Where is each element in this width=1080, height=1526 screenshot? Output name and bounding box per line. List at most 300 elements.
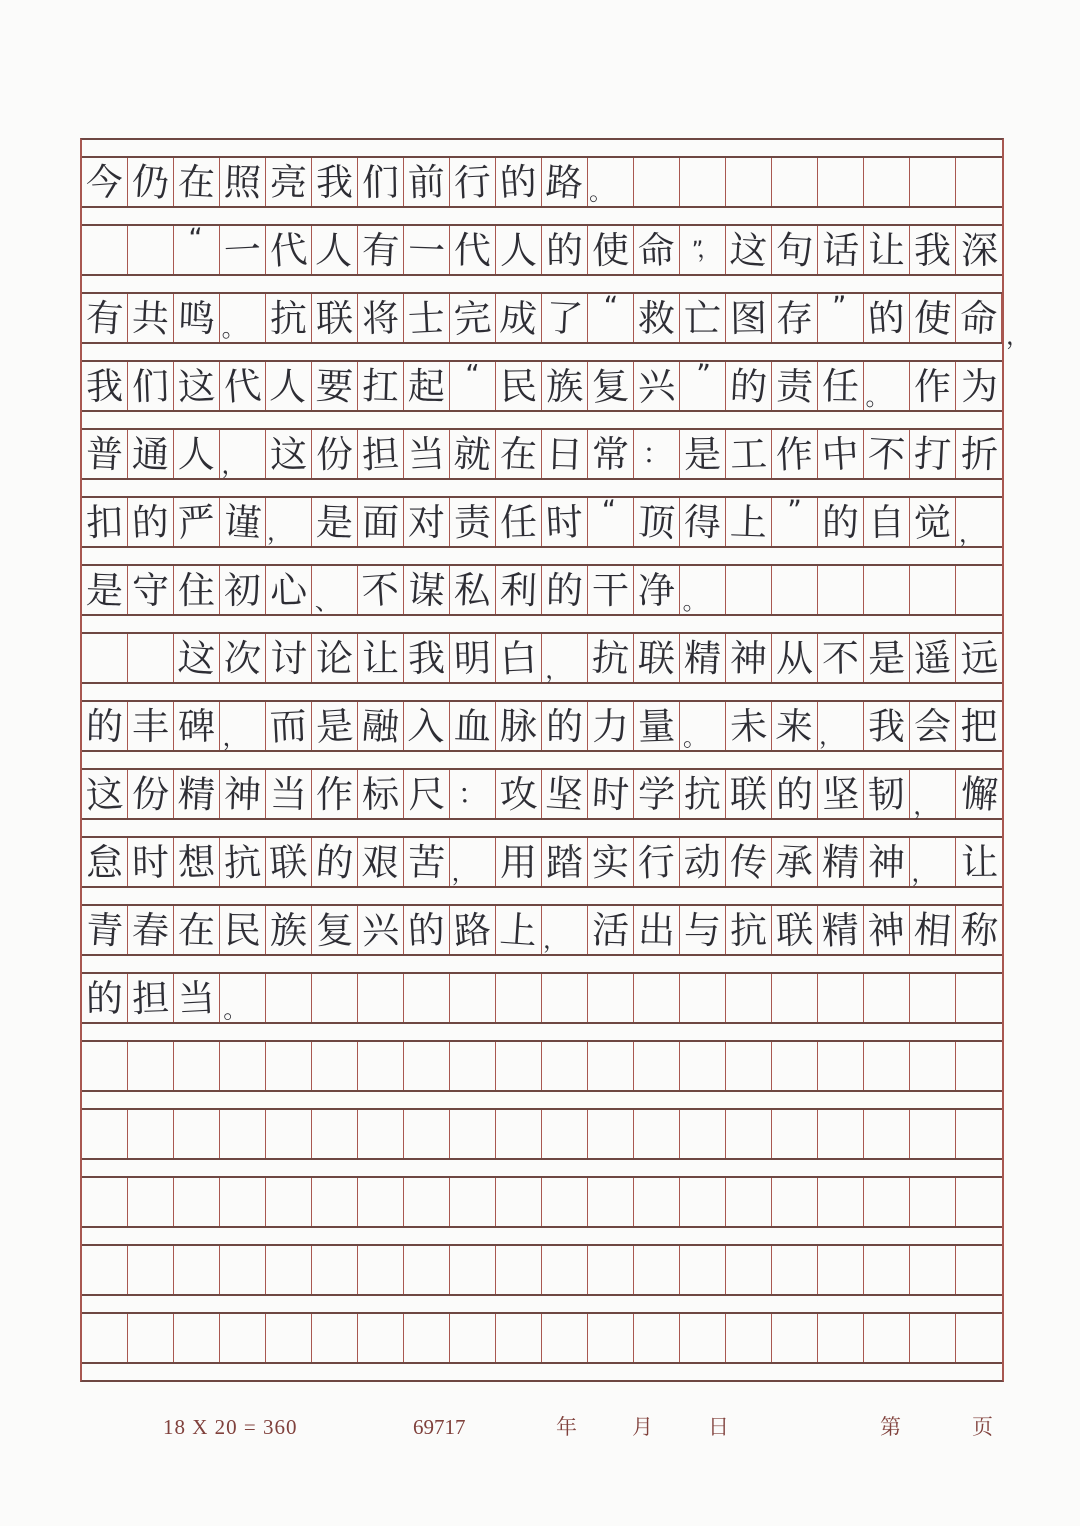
char-cell	[864, 362, 910, 410]
row-spacer	[82, 888, 1002, 904]
char-cell	[128, 1246, 174, 1294]
char-cell	[128, 1110, 174, 1158]
char-cell	[358, 634, 404, 682]
handwritten-char: “	[465, 358, 480, 391]
handwritten-char: 精	[683, 635, 722, 681]
day-field-label: 日	[708, 1415, 729, 1439]
handwritten-char: 我	[85, 364, 124, 408]
char-cell	[404, 634, 450, 682]
handwritten-char: ：	[642, 437, 671, 470]
row-spacer	[82, 140, 1002, 156]
char-cell	[450, 1042, 496, 1090]
char-cell	[220, 1110, 266, 1158]
char-cell	[220, 1314, 266, 1362]
handwritten-char: 工	[729, 431, 768, 477]
char-cell	[312, 770, 358, 818]
char-cell	[634, 1110, 680, 1158]
char-cell	[312, 1110, 358, 1158]
handwritten-char: ，	[221, 722, 247, 752]
row-spacer	[82, 208, 1002, 224]
char-cell	[910, 1246, 956, 1294]
char-cell	[312, 838, 358, 886]
char-cell	[82, 1178, 128, 1226]
handwritten-char: 我	[407, 636, 446, 680]
char-cell	[82, 158, 128, 206]
char-cell	[404, 702, 450, 750]
handwritten-char: 抗	[270, 296, 307, 340]
handwritten-char: 把	[960, 704, 998, 748]
handwritten-char: 的	[85, 704, 124, 748]
char-cell	[956, 1110, 1002, 1158]
char-cell	[726, 906, 772, 954]
handwritten-char: 的	[866, 295, 907, 341]
month-field-label: 月	[632, 1415, 653, 1439]
char-cell	[220, 226, 266, 274]
char-cell	[956, 906, 1002, 954]
char-cell	[772, 1110, 818, 1158]
char-cell	[772, 1042, 818, 1090]
char-cell	[818, 1042, 864, 1090]
row-spacer	[82, 344, 1002, 360]
char-cell	[358, 770, 404, 818]
row-spacer	[82, 956, 1002, 972]
char-cell	[772, 838, 818, 886]
char-cell	[358, 906, 404, 954]
handwritten-char: 路	[452, 907, 493, 953]
char-cell	[864, 838, 910, 886]
handwritten-char: 今	[84, 159, 125, 205]
handwritten-char: 抗	[683, 772, 722, 816]
handwritten-char: ”	[694, 357, 712, 392]
handwritten-char: 当	[176, 975, 217, 1021]
char-cell	[864, 1042, 910, 1090]
char-cell	[358, 498, 404, 546]
handwritten-char: 丰	[132, 704, 169, 748]
char-cell	[772, 906, 818, 954]
char-cell	[680, 838, 726, 886]
char-cell	[128, 1314, 174, 1362]
char-cell	[358, 566, 404, 614]
char-cell	[864, 974, 910, 1022]
char-cell	[818, 430, 864, 478]
char-cell	[358, 1042, 404, 1090]
char-cell	[588, 634, 634, 682]
handwritten-char: 族	[545, 363, 584, 409]
char-cell	[82, 1246, 128, 1294]
char-cell	[450, 358, 496, 410]
char-cell	[864, 1246, 910, 1294]
row-spacer	[82, 1228, 1002, 1244]
handwritten-char: 神	[866, 907, 907, 953]
char-cell	[266, 1042, 312, 1090]
handwritten-char: 责	[775, 363, 814, 409]
handwritten-char: 兴	[361, 907, 400, 953]
char-cell	[220, 294, 266, 342]
char-cell	[680, 357, 726, 410]
handwritten-char: 扛	[361, 363, 400, 409]
char-cell	[496, 974, 542, 1022]
char-cell	[542, 974, 588, 1022]
char-cell	[542, 362, 588, 410]
char-cell	[174, 906, 220, 954]
handwritten-char: 。	[588, 177, 614, 208]
char-cell	[634, 702, 680, 750]
char-cell	[358, 294, 404, 342]
char-cell	[82, 838, 128, 886]
char-cell	[404, 906, 450, 954]
handwritten-char: 、	[313, 586, 339, 617]
char-cell	[450, 702, 496, 750]
char-cell	[956, 1314, 1002, 1362]
char-cell	[588, 838, 634, 886]
handwritten-char: 抗	[222, 839, 263, 885]
handwritten-char: 共	[130, 295, 171, 341]
char-cell	[496, 566, 542, 614]
handwritten-char: 的	[406, 907, 447, 953]
char-cell	[82, 430, 128, 478]
char-cell	[404, 566, 450, 614]
year-field-label: 年	[556, 1415, 577, 1439]
handwritten-char: 是	[85, 567, 124, 613]
char-cell	[772, 634, 818, 682]
handwritten-char: 尺	[407, 771, 446, 817]
char-cell	[358, 362, 404, 410]
char-cell	[542, 294, 588, 342]
char-cell	[864, 1110, 910, 1158]
char-cell	[450, 1314, 496, 1362]
handwritten-char: 鸣	[177, 295, 216, 341]
char-cell	[266, 1246, 312, 1294]
char-cell	[634, 566, 680, 614]
char-cell	[864, 226, 910, 274]
char-cell	[266, 906, 312, 954]
handwritten-char: 觉	[913, 499, 952, 545]
char-cell	[910, 1042, 956, 1090]
handwritten-char: 一	[407, 227, 446, 273]
row-spacer	[82, 1160, 1002, 1176]
char-cell	[680, 158, 726, 206]
char-cell	[312, 702, 358, 750]
char-cell	[220, 906, 266, 954]
char-cell	[680, 634, 726, 682]
char-cell	[404, 1246, 450, 1294]
handwritten-char: 命	[636, 227, 677, 273]
char-cell	[864, 566, 910, 614]
char-cell	[220, 974, 266, 1025]
handwritten-char: 这	[269, 432, 308, 476]
char-cell	[910, 226, 956, 274]
handwritten-char: 的	[822, 500, 859, 544]
handwritten-char: ”	[831, 289, 849, 324]
handwritten-char: 上	[729, 499, 768, 545]
handwritten-char: 心	[269, 567, 308, 613]
char-cell	[634, 906, 680, 954]
handwritten-char: 干	[592, 568, 629, 612]
char-cell	[312, 906, 358, 954]
char-cell	[818, 158, 864, 206]
char-cell	[404, 226, 450, 274]
handwritten-char: 私	[452, 567, 493, 613]
char-cell	[818, 634, 864, 682]
char-cell	[634, 498, 680, 546]
char-cell	[266, 498, 312, 546]
char-cell	[588, 702, 634, 750]
char-cell	[312, 362, 358, 410]
char-cell	[128, 1042, 174, 1090]
handwritten-char: 折	[959, 431, 999, 477]
handwritten-char: 未	[728, 703, 769, 749]
row-spacer	[82, 480, 1002, 496]
char-cell	[450, 838, 496, 886]
handwritten-char: 完	[452, 295, 493, 341]
char-cell	[312, 226, 358, 274]
handwritten-char: 就	[452, 431, 493, 477]
handwritten-char: 春	[130, 907, 171, 953]
char-cell	[174, 1042, 220, 1090]
char-cell	[128, 566, 174, 614]
handwritten-char: 在	[176, 159, 217, 205]
handwritten-char: 。	[681, 722, 707, 753]
handwritten-char: 人	[314, 227, 355, 273]
char-cell	[680, 566, 726, 614]
char-cell	[128, 226, 174, 274]
char-cell	[404, 838, 450, 886]
handwritten-char: 融	[360, 703, 401, 749]
handwritten-char: 上	[498, 907, 539, 953]
handwritten-char: 对	[408, 500, 445, 544]
char-cell	[82, 974, 128, 1022]
char-cell	[266, 158, 312, 206]
handwritten-char: 担	[360, 431, 401, 477]
handwritten-char: 联	[775, 907, 814, 953]
char-cell	[404, 430, 450, 478]
page-number-prefix: 第	[880, 1415, 901, 1439]
handwritten-char: 精	[176, 771, 217, 817]
char-cell	[818, 226, 864, 274]
handwritten-char: 份	[130, 771, 171, 817]
handwritten-char: ，	[911, 790, 938, 821]
char-cell	[680, 430, 726, 478]
char-cell	[496, 498, 542, 546]
char-cell	[266, 362, 312, 410]
char-cell	[496, 362, 542, 410]
handwritten-char: 士	[406, 295, 447, 341]
char-cell	[680, 1178, 726, 1226]
handwritten-char: 碑	[177, 704, 216, 748]
char-cell	[772, 566, 818, 614]
char-cell	[496, 702, 542, 750]
char-cell	[818, 289, 864, 342]
char-cell	[542, 838, 588, 886]
char-cell	[82, 634, 128, 682]
handwritten-char: 任	[821, 364, 860, 408]
handwritten-char: “	[603, 289, 619, 324]
grid-row	[82, 904, 1002, 956]
handwritten-char: 讨	[269, 635, 308, 681]
char-cell	[266, 1314, 312, 1362]
char-cell	[358, 226, 404, 274]
handwritten-char: 深	[960, 228, 998, 272]
char-cell	[496, 770, 542, 818]
char-cell	[542, 498, 588, 546]
handwritten-char: 扣	[85, 499, 124, 545]
handwritten-char: 来	[774, 703, 815, 749]
char-cell	[174, 1246, 220, 1294]
char-cell	[82, 1314, 128, 1362]
handwritten-char: 亡	[684, 296, 721, 340]
char-cell	[726, 1246, 772, 1294]
char-cell	[496, 430, 542, 478]
row-spacer	[82, 276, 1002, 292]
char-cell	[772, 1178, 818, 1226]
grid-row	[82, 1244, 1002, 1296]
handwritten-char: 。	[865, 383, 890, 411]
char-cell	[864, 770, 910, 818]
handwritten-char: 面	[361, 500, 400, 544]
char-cell	[818, 1178, 864, 1226]
handwritten-char: 神	[867, 840, 906, 884]
char-cell	[634, 294, 680, 342]
char-cell	[174, 1314, 220, 1362]
char-cell	[450, 906, 496, 954]
handwritten-char: 。	[681, 586, 707, 616]
handwritten-char: 活	[591, 907, 630, 953]
handwritten-char: 常	[591, 432, 630, 476]
char-cell	[772, 362, 818, 410]
char-cell	[450, 770, 496, 818]
char-cell	[864, 498, 910, 546]
handwritten-char: 的	[85, 976, 124, 1020]
handwritten-char: 量	[637, 703, 676, 749]
handwritten-char: 让	[960, 840, 998, 884]
handwritten-char: ，	[542, 925, 568, 956]
handwritten-char: 是	[315, 499, 354, 545]
handwritten-char: 代	[268, 227, 309, 273]
grid-row	[82, 357, 1002, 412]
char-cell	[358, 838, 404, 886]
handwritten-char: 让	[867, 228, 906, 272]
char-cell	[818, 1314, 864, 1362]
handwritten-char: 精	[821, 839, 860, 885]
char-cell	[588, 226, 634, 274]
char-cell	[450, 430, 496, 478]
char-cell	[726, 1042, 772, 1090]
handwritten-char: 利	[499, 567, 538, 613]
handwritten-char: 会	[913, 704, 952, 748]
char-cell	[910, 498, 956, 546]
grid-row	[82, 564, 1002, 616]
handwritten-char: 使	[912, 295, 953, 341]
char-cell	[588, 1110, 634, 1158]
grid-row	[82, 221, 1002, 276]
handwritten-char: 标	[361, 772, 400, 816]
char-cell	[450, 974, 496, 1022]
char-cell	[910, 430, 956, 478]
char-cell	[726, 158, 772, 206]
handwritten-char: 民	[223, 908, 262, 952]
handwritten-char: 血	[453, 703, 492, 749]
row-spacer	[82, 1296, 1002, 1312]
handwritten-char: 谋	[406, 567, 447, 613]
handwritten-char: 有	[360, 227, 401, 273]
char-cell	[312, 158, 358, 206]
char-cell	[680, 498, 726, 546]
handwritten-char: 想	[177, 839, 216, 885]
char-cell	[542, 158, 588, 206]
char-cell	[864, 1178, 910, 1226]
handwritten-char: 起	[407, 364, 446, 408]
handwritten-char: 的	[728, 363, 769, 409]
handwritten-char: 们	[131, 363, 170, 409]
handwritten-char: 行	[452, 159, 493, 205]
char-cell	[174, 221, 220, 274]
page-number-suffix: 页	[972, 1415, 993, 1439]
char-cell	[726, 430, 772, 478]
handwritten-char: 韧	[866, 771, 907, 817]
char-cell	[128, 294, 174, 342]
char-cell	[358, 1110, 404, 1158]
char-cell	[496, 226, 542, 274]
char-cell	[910, 294, 956, 342]
char-cell	[404, 974, 450, 1022]
grid-row	[82, 836, 1002, 888]
char-cell	[358, 1314, 404, 1362]
handwritten-char: 苦	[407, 839, 446, 885]
char-cell	[634, 430, 680, 478]
handwritten-char: 为	[959, 363, 999, 409]
handwritten-char: 而	[268, 703, 309, 749]
char-cell	[588, 430, 634, 478]
char-cell	[956, 770, 1002, 818]
handwritten-char: 的	[545, 228, 584, 272]
char-cell	[220, 702, 266, 750]
handwritten-char: ，	[543, 654, 570, 685]
handwritten-char: 要	[314, 363, 355, 409]
handwritten-char: ”	[787, 493, 803, 528]
char-cell	[312, 1178, 358, 1226]
handwritten-char: 这	[176, 363, 217, 409]
handwritten-char: 民	[499, 364, 538, 408]
handwritten-char: 普	[84, 431, 125, 477]
handwritten-char: 将	[361, 295, 400, 341]
char-cell	[358, 430, 404, 478]
char-cell	[174, 158, 220, 206]
char-cell	[312, 974, 358, 1022]
char-cell	[266, 566, 312, 614]
handwritten-char: 懈	[959, 771, 999, 817]
char-cell	[726, 362, 772, 410]
handwritten-char: 人	[177, 432, 216, 476]
char-cell	[542, 430, 588, 478]
handwritten-char: 联	[730, 772, 767, 816]
char-cell	[634, 1246, 680, 1294]
handwritten-char: ，	[957, 518, 984, 549]
char-cell	[174, 702, 220, 750]
char-cell	[818, 702, 864, 750]
handwritten-char: 出	[637, 908, 676, 952]
char-cell	[496, 906, 542, 954]
char-cell	[128, 634, 174, 682]
handwritten-char: ，	[818, 721, 844, 752]
char-cell	[266, 294, 312, 342]
grid-row	[82, 289, 1030, 350]
char-cell	[634, 158, 680, 206]
char-cell	[956, 702, 1002, 750]
handwritten-char: 从	[776, 636, 813, 680]
char-cell	[864, 158, 910, 206]
handwritten-char: 救	[637, 296, 676, 340]
char-cell	[772, 430, 818, 478]
